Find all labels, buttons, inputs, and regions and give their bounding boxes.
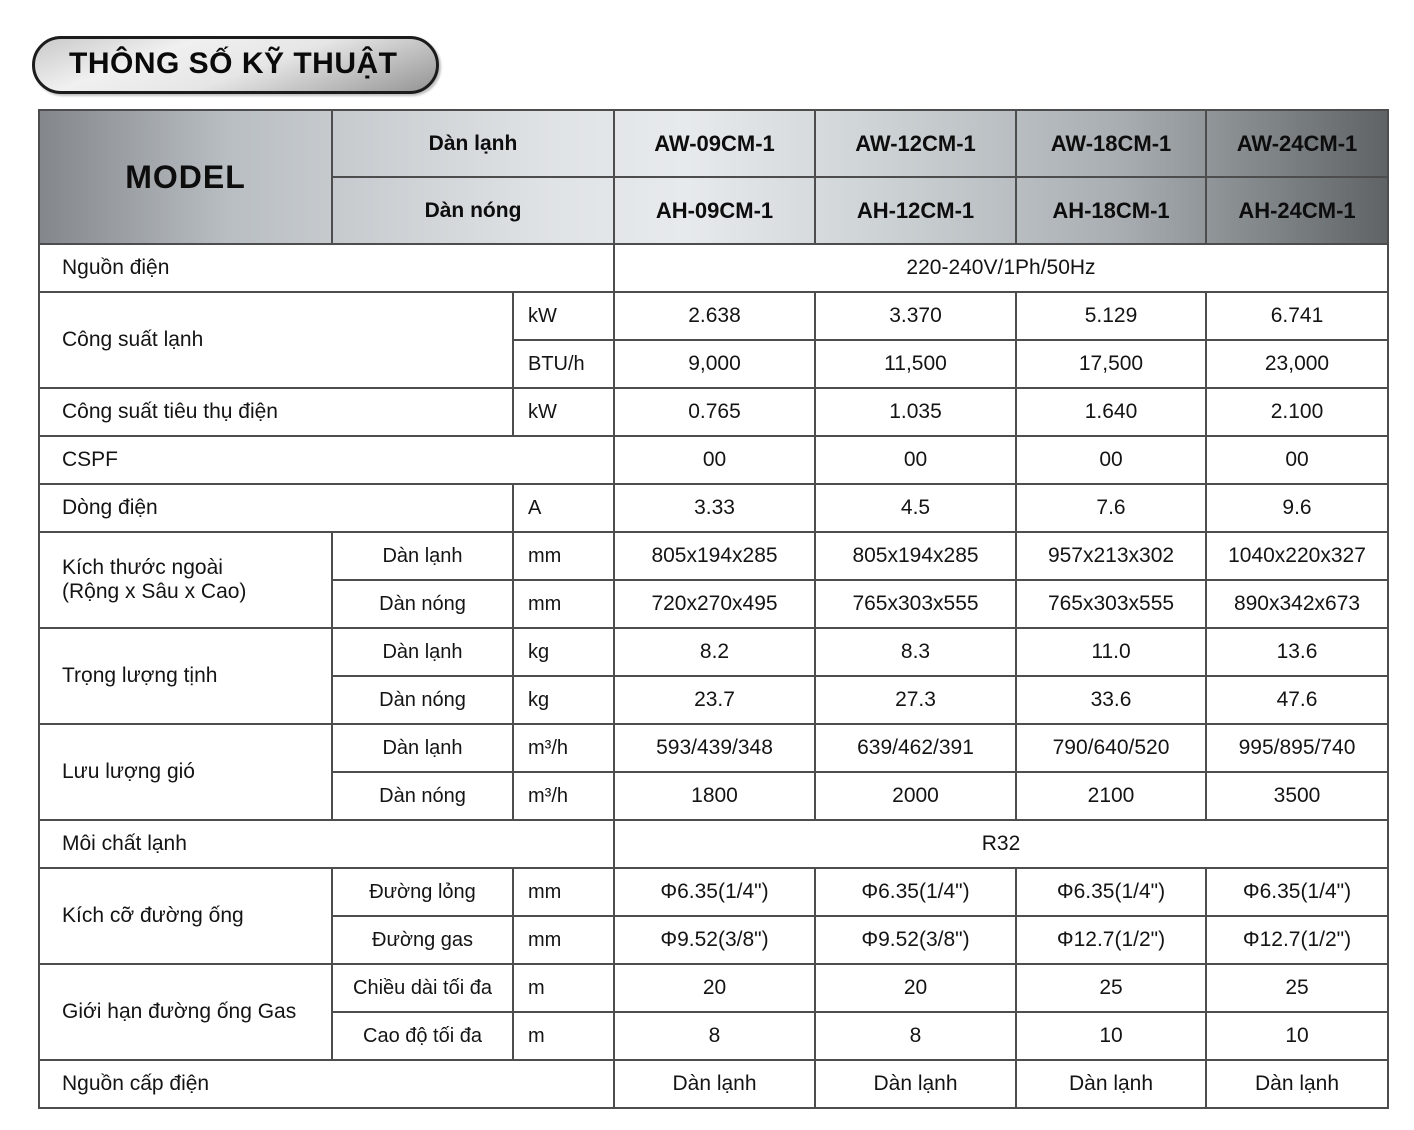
table-header — [39, 110, 1388, 244]
unit-cell: m³/h — [513, 724, 614, 772]
value-cell: Φ6.35(1/4") — [1206, 868, 1388, 916]
value-cell: 805x194x285 — [614, 532, 815, 580]
value-cell: Dàn lạnh — [1206, 1060, 1388, 1108]
model-name: AH-09CM-1 — [614, 177, 815, 244]
value-cell: Dàn lạnh — [614, 1060, 815, 1108]
value-cell: 13.6 — [1206, 628, 1388, 676]
value-cell: 20 — [815, 964, 1016, 1012]
model-corner-cell: MODEL — [39, 110, 332, 244]
unit-cell: m — [513, 1012, 614, 1060]
value-cell: Φ12.7(1/2") — [1016, 916, 1206, 964]
row-refrigerant — [39, 820, 1388, 868]
value-cell: 639/462/391 — [815, 724, 1016, 772]
row-label: Nguồn điện — [39, 244, 614, 292]
row-sublabel: Dàn nóng — [332, 676, 513, 724]
row-pipe-liquid — [39, 868, 1388, 916]
value-cell: 220-240V/1Ph/50Hz — [614, 244, 1388, 292]
unit-cell: kg — [513, 676, 614, 724]
unit-cell: m³/h — [513, 772, 614, 820]
row-weight-indoor — [39, 628, 1388, 676]
row-power-supply — [39, 1060, 1388, 1108]
value-cell: 890x342x673 — [1206, 580, 1388, 628]
value-cell: 2.100 — [1206, 388, 1388, 436]
value-cell: Φ6.35(1/4") — [614, 868, 815, 916]
unit-cell: mm — [513, 868, 614, 916]
value-cell: 47.6 — [1206, 676, 1388, 724]
value-cell: 00 — [1206, 436, 1388, 484]
value-cell: 1040x220x327 — [1206, 532, 1388, 580]
value-cell: 957x213x302 — [1016, 532, 1206, 580]
row-label: CSPF — [39, 436, 614, 484]
value-cell: 765x303x555 — [1016, 580, 1206, 628]
row-power-input — [39, 388, 1388, 436]
row-label: Công suất lạnh — [39, 292, 513, 388]
value-cell: Φ9.52(3/8") — [614, 916, 815, 964]
value-cell: 3500 — [1206, 772, 1388, 820]
value-cell: 17,500 — [1016, 340, 1206, 388]
row-label: Kích cỡ đường ống — [39, 868, 332, 964]
row-label: Trọng lượng tịnh — [39, 628, 332, 724]
value-cell: 23,000 — [1206, 340, 1388, 388]
value-cell: 593/439/348 — [614, 724, 815, 772]
value-cell: 0.765 — [614, 388, 815, 436]
value-cell: Φ6.35(1/4") — [1016, 868, 1206, 916]
header-row-indoor — [39, 110, 1388, 177]
value-cell: 10 — [1206, 1012, 1388, 1060]
value-cell: Dàn lạnh — [815, 1060, 1016, 1108]
value-cell: 33.6 — [1016, 676, 1206, 724]
value-cell: 3.370 — [815, 292, 1016, 340]
unit-cell: kW — [513, 388, 614, 436]
model-name: AW-24CM-1 — [1206, 110, 1388, 177]
value-cell: Φ6.35(1/4") — [815, 868, 1016, 916]
value-cell: 00 — [815, 436, 1016, 484]
indoor-header-label: Dàn lạnh — [332, 110, 614, 177]
row-sublabel: Dàn lạnh — [332, 628, 513, 676]
title-badge — [32, 36, 439, 94]
value-cell: 10 — [1016, 1012, 1206, 1060]
row-current — [39, 484, 1388, 532]
row-sublabel: Đường gas — [332, 916, 513, 964]
value-cell: 00 — [614, 436, 815, 484]
value-cell: 4.5 — [815, 484, 1016, 532]
value-cell: 25 — [1016, 964, 1206, 1012]
value-cell: 25 — [1206, 964, 1388, 1012]
row-label: Môi chất lạnh — [39, 820, 614, 868]
row-airflow-indoor — [39, 724, 1388, 772]
unit-cell: kg — [513, 628, 614, 676]
unit-cell: mm — [513, 580, 614, 628]
value-cell: 8.3 — [815, 628, 1016, 676]
value-cell: 27.3 — [815, 676, 1016, 724]
row-power-source — [39, 244, 1388, 292]
value-cell: 8 — [614, 1012, 815, 1060]
value-cell: 2.638 — [614, 292, 815, 340]
value-cell: R32 — [614, 820, 1388, 868]
model-name: AH-24CM-1 — [1206, 177, 1388, 244]
value-cell: 720x270x495 — [614, 580, 815, 628]
value-cell: 1.035 — [815, 388, 1016, 436]
row-sublabel: Đường lỏng — [332, 868, 513, 916]
row-sublabel: Dàn nóng — [332, 580, 513, 628]
value-cell: 6.741 — [1206, 292, 1388, 340]
model-name: AW-09CM-1 — [614, 110, 815, 177]
value-cell: 8 — [815, 1012, 1016, 1060]
value-cell: 23.7 — [614, 676, 815, 724]
value-cell: 805x194x285 — [815, 532, 1016, 580]
value-cell: 5.129 — [1016, 292, 1206, 340]
value-cell: 2100 — [1016, 772, 1206, 820]
unit-cell: mm — [513, 532, 614, 580]
unit-cell: m — [513, 964, 614, 1012]
row-sublabel: Chiều dài tối đa — [332, 964, 513, 1012]
row-pipe-length — [39, 964, 1388, 1012]
spec-table — [38, 109, 1389, 1109]
value-cell: 1.640 — [1016, 388, 1206, 436]
value-cell: 790/640/520 — [1016, 724, 1206, 772]
row-label: Giới hạn đường ống Gas — [39, 964, 332, 1060]
value-cell: Φ12.7(1/2") — [1206, 916, 1388, 964]
row-sublabel: Cao độ tối đa — [332, 1012, 513, 1060]
row-dimensions-indoor — [39, 532, 1388, 580]
model-name: AW-18CM-1 — [1016, 110, 1206, 177]
row-cooling-kw — [39, 292, 1388, 340]
page-header — [0, 0, 1414, 94]
value-cell: 8.2 — [614, 628, 815, 676]
value-cell: 2000 — [815, 772, 1016, 820]
value-cell: 3.33 — [614, 484, 815, 532]
row-label-line1: Kích thước ngoài — [62, 555, 223, 579]
row-sublabel: Dàn nóng — [332, 772, 513, 820]
value-cell: 00 — [1016, 436, 1206, 484]
row-sublabel: Dàn lạnh — [332, 724, 513, 772]
value-cell: Dàn lạnh — [1016, 1060, 1206, 1108]
value-cell: 9.6 — [1206, 484, 1388, 532]
row-sublabel: Dàn lạnh — [332, 532, 513, 580]
value-cell: 9,000 — [614, 340, 815, 388]
unit-cell: kW — [513, 292, 614, 340]
model-name: AH-18CM-1 — [1016, 177, 1206, 244]
value-cell: 1800 — [614, 772, 815, 820]
page-title: THÔNG SỐ KỸ THUẬT — [69, 47, 398, 80]
row-label: Dòng điện — [39, 484, 513, 532]
model-name: AH-12CM-1 — [815, 177, 1016, 244]
value-cell: Φ9.52(3/8") — [815, 916, 1016, 964]
value-cell: 20 — [614, 964, 815, 1012]
row-cspf — [39, 436, 1388, 484]
value-cell: 7.6 — [1016, 484, 1206, 532]
model-name: AW-12CM-1 — [815, 110, 1016, 177]
row-label: Lưu lượng gió — [39, 724, 332, 820]
unit-cell: mm — [513, 916, 614, 964]
row-label — [39, 532, 332, 628]
unit-cell: BTU/h — [513, 340, 614, 388]
row-label: Nguồn cấp điện — [39, 1060, 614, 1108]
value-cell: 11.0 — [1016, 628, 1206, 676]
row-label-line2: (Rộng x Sâu x Cao) — [62, 580, 247, 603]
value-cell: 11,500 — [815, 340, 1016, 388]
row-label: Công suất tiêu thụ điện — [39, 388, 513, 436]
value-cell: 765x303x555 — [815, 580, 1016, 628]
unit-cell: A — [513, 484, 614, 532]
outdoor-header-label: Dàn nóng — [332, 177, 614, 244]
value-cell: 995/895/740 — [1206, 724, 1388, 772]
